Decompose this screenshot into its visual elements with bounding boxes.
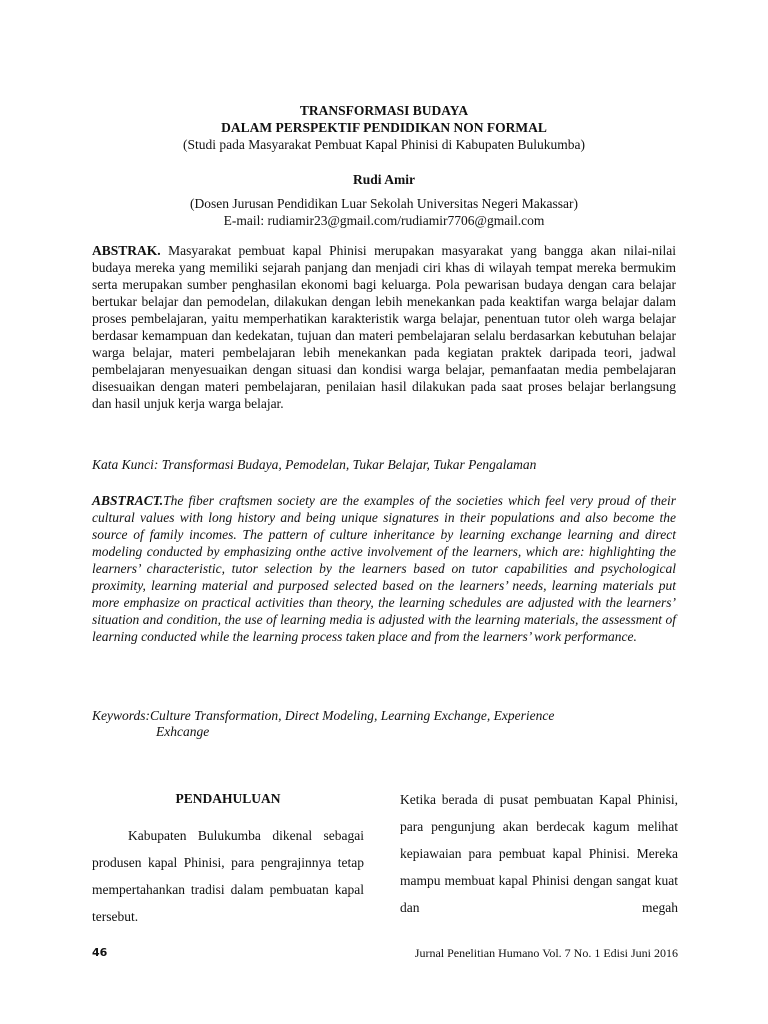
- abstrak-paragraph: [92, 242, 676, 412]
- abstract-paragraph: [92, 492, 676, 645]
- author-name: Rudi Amir: [353, 172, 415, 187]
- page-number: 46: [92, 946, 108, 959]
- body-left-column: [92, 791, 364, 930]
- title-line-2: DALAM PERSPEKTIF PENDIDIKAN NON FORMAL: [221, 120, 547, 135]
- author-affiliation-block: [92, 195, 676, 229]
- body-left-text: Kabupaten Bulukumba dikenal sebagai produsen kapal Phinisi, para pengrajinnya tetap mempertahankan tradisi dalam pembuatan kapal tersebut.: [92, 828, 364, 924]
- subtitle: (Studi pada Masyarakat Pembuat Kapal Phinisi di Kabupaten Bulukumba): [183, 137, 585, 152]
- section-heading: PENDAHULUAN: [175, 791, 281, 806]
- kata-kunci: Kata Kunci: Transformasi Budaya, Pemodelan, Tukar Belajar, Tukar Pengalaman: [92, 457, 537, 472]
- title-line-1: TRANSFORMASI BUDAYA: [299, 103, 469, 118]
- body-right-column: [400, 791, 678, 921]
- keywords-line-1: Keywords:Culture Transformation, Direct Modeling, Learning Exchange, Experience: [92, 708, 555, 723]
- keywords-line-2: Exhcange: [156, 724, 210, 739]
- journal-citation: Jurnal Penelitian Humano Vol. 7 No. 1 Edisi Juni 2016: [414, 946, 678, 960]
- title-block: [92, 102, 676, 153]
- abstract-text: The fiber craftsmen society are the examples of the societies which feel very proud of their cultural values with long history and being unique signatures in their populations and also become the source of family incomes. The pattern of culture inheritance by learning exchange learning and direct modeling conducted by emphasizing onthe active involvement of the learners, which are: highlighting the learners’ characteristic, tutor selection by the learners based on tutor capabilities and psychological proximity, learning material and purposed selected based on the learners’ needs, learning materials put more emphasize on practical activities than theory, the learning schedules are adjusted with the learners’ situation and condition, the use of learning media is adjusted with the learning materials, the assessment of learning conducted while the learning process taken place and from the learners’ work performance.: [92, 493, 676, 644]
- abstract-label: ABSTRACT.: [92, 493, 164, 508]
- keywords: [92, 708, 676, 740]
- abstrak-label: ABSTRAK.: [92, 243, 161, 258]
- author-email: E-mail: rudiamir23@gmail.com/rudiamir7706@gmail.com: [223, 213, 545, 228]
- abstrak-text: Masyarakat pembuat kapal Phinisi merupakan masyarakat yang bangga akan nilai-nilai budaya mereka yang memiliki sejarah panjang dan menjadi ciri khas di wilayah tempat mereka bermukim serta merupakan sumber penghasilan ekonomi bagi keluarga. Pola pewarisan budaya dengan cara belajar bertukar belajar dan pemodelan, dilakukan dengan lebih menekankan pada keaktifan warga belajar dalam proses pembelajaran, yaitu memperhatikan karakteristik warga belajar, penentuan tutor oleh warga belajar berdasar kemampuan dan kedekatan, tujuan dan materi pembelajaran selalu berdasarkan kebutuhan belajar warga belajar, materi pembelajaran lebih menekankan pada kegiatan praktek daripada teori, jadwal pembelajaran menyesuaikan dengan situasi dan kondisi warga belajar, pemanfaatan media pembelajaran disesuaikan dengan materi pembelajaran, penilaian hasil dilakukan pada saat proses belajar berlangsung dan hasil unjuk kerja warga belajar.: [92, 243, 676, 411]
- author-affiliation: (Dosen Jurusan Pendidikan Luar Sekolah Universitas Negeri Makassar): [189, 196, 579, 211]
- body-right-text: Ketika berada di pusat pembuatan Kapal Phinisi, para pengunjung akan berdecak kagum melihat kepiawaian para pembuat kapal Phinisi. Mereka mampu membuat kapal Phinisi dengan sangat kuat dan megah: [400, 792, 678, 915]
